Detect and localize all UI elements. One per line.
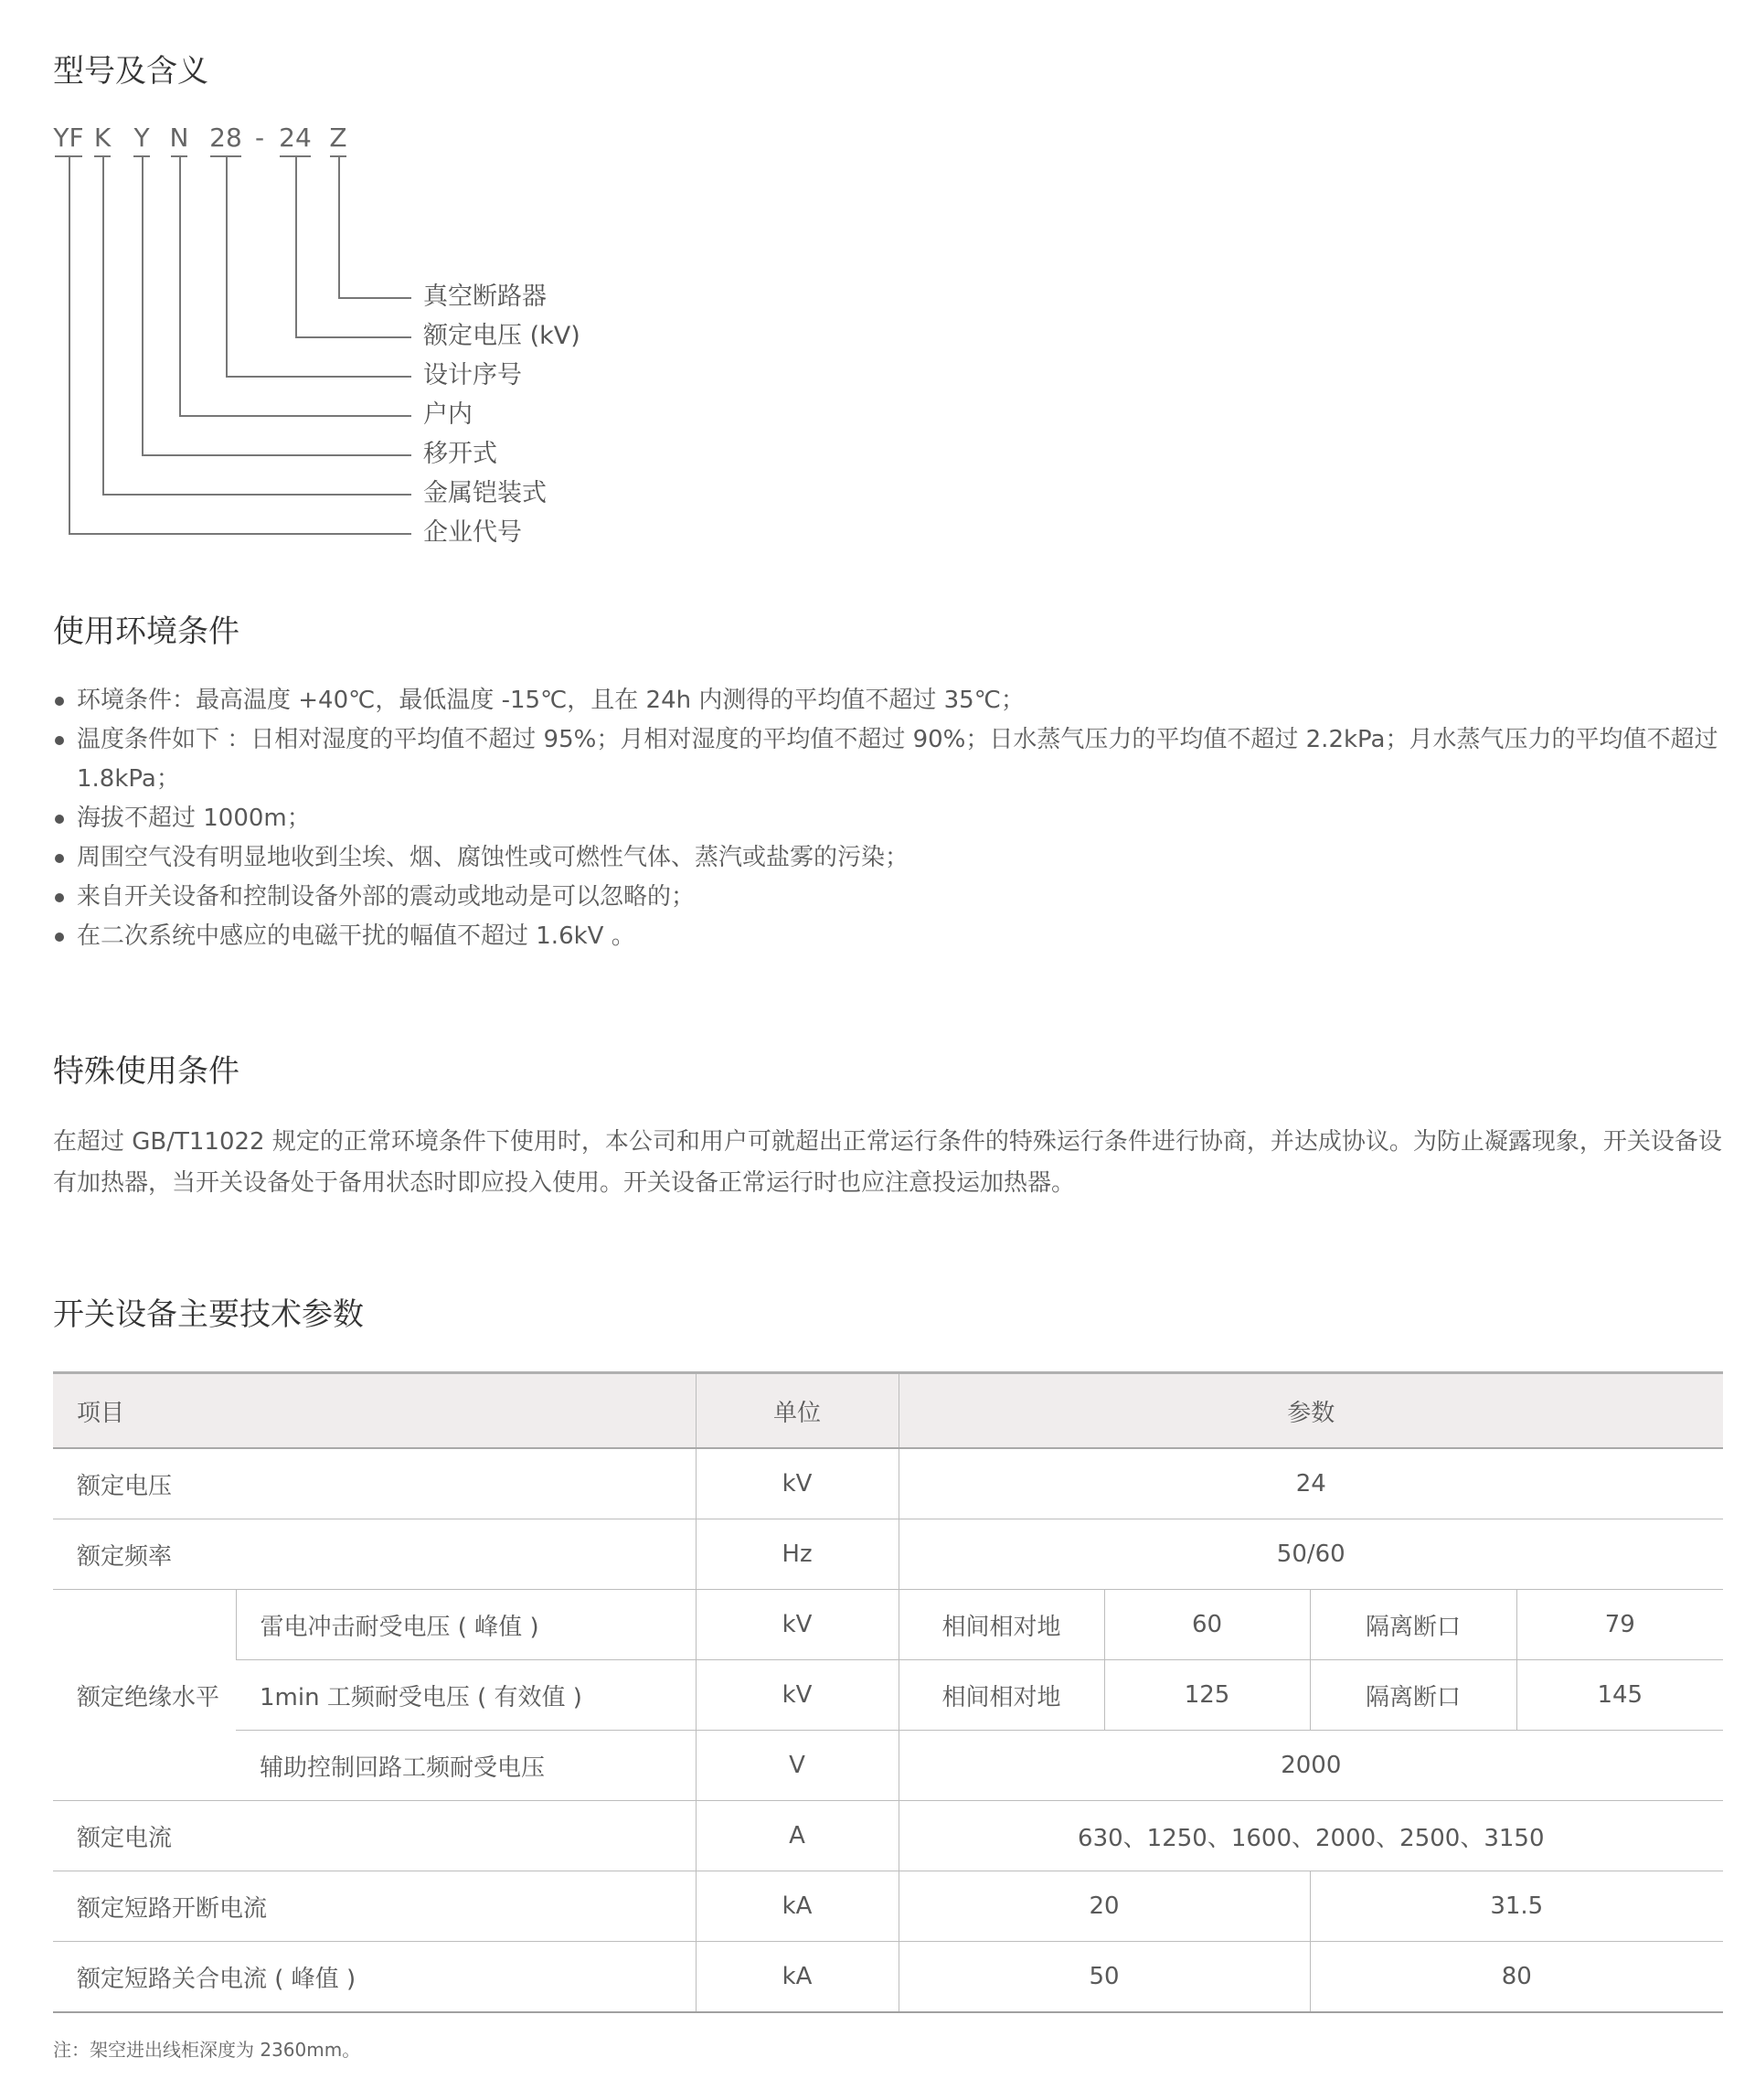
row-value: 80 (1310, 1942, 1723, 2013)
bracket-line (69, 155, 70, 533)
row-value: 60 (1104, 1590, 1310, 1660)
row-label: 额定电压 (53, 1448, 696, 1519)
list-item: 周围空气没有明显地收到尘埃、烟、腐蚀性或可燃性气体、蒸汽或盐雾的污染； (53, 838, 1726, 878)
table-row (53, 1942, 1723, 2013)
row-value: 31.5 (1310, 1871, 1723, 1942)
row-value: 50/60 (899, 1519, 1723, 1590)
row-value: 50 (899, 1942, 1310, 2013)
footnote: 注：架空进出线柜深度为 2360mm。 (53, 2039, 361, 2061)
section-title-model: 型号及含义 (53, 53, 208, 90)
row-label: 额定短路开断电流 (53, 1871, 696, 1942)
header-unit: 单位 (696, 1373, 899, 1449)
row-value: 125 (1104, 1660, 1310, 1731)
meaning-label: 金属铠装式 (423, 479, 547, 507)
row-group-label: 额定绝缘水平 (53, 1590, 236, 1801)
code-dash: - (254, 123, 265, 153)
bracket-line (142, 454, 411, 456)
row-label: 1min 工频耐受电压 ( 有效值 ) (236, 1660, 696, 1731)
bracket-line (226, 376, 411, 378)
bracket-line (338, 297, 411, 299)
row-value: 2000 (899, 1731, 1723, 1801)
table-row (53, 1590, 1723, 1660)
list-item: 环境条件：最高温度 +40℃，最低温度 -15℃，且在 24h 内测得的平均值不超过 35℃； (53, 681, 1726, 720)
section-title-special: 特殊使用条件 (53, 1053, 239, 1090)
list-item: 海拔不超过 1000m； (53, 799, 1726, 838)
code-24: 24 (279, 123, 312, 153)
row-label: 额定电流 (53, 1801, 696, 1871)
row-unit: Hz (696, 1519, 899, 1590)
row-value: 630、1250、1600、2000、2500、3150 (899, 1801, 1723, 1871)
env-conditions-list (53, 681, 1726, 956)
code-k: K (93, 123, 112, 153)
code-28: 28 (209, 123, 242, 153)
bracket-line (102, 155, 104, 494)
row-label: 额定频率 (53, 1519, 696, 1590)
row-unit: kV (696, 1590, 899, 1660)
row-label: 额定短路关合电流 ( 峰值 ) (53, 1942, 696, 2013)
row-sublabel: 隔离断口 (1310, 1660, 1516, 1731)
bracket-line (102, 494, 411, 496)
section-title-params: 开关设备主要技术参数 (53, 1296, 364, 1333)
bracket-line (179, 415, 411, 417)
meaning-label: 移开式 (423, 440, 497, 468)
row-sublabel: 相间相对地 (899, 1660, 1104, 1731)
row-sublabel: 隔离断口 (1310, 1590, 1516, 1660)
params-table (53, 1371, 1723, 2013)
table-header-row (53, 1373, 1723, 1449)
row-value: 20 (899, 1871, 1310, 1942)
table-row (53, 1801, 1723, 1871)
table-row (53, 1519, 1723, 1590)
bracket-line (69, 533, 411, 535)
special-conditions-text: 在超过 GB/T11022 规定的正常环境条件下使用时，本公司和用户可就超出正常运行条件的特殊运行条件进行协商，并达成协议。为防止凝露现象，开关设备设有加热器，当开关设备处于备用状态时即应投入使用。开关设备正常运行时也应注意投运加热器。 (53, 1128, 1722, 1197)
code-z: Z (329, 123, 347, 153)
row-value: 24 (899, 1448, 1723, 1519)
row-unit: V (696, 1731, 899, 1801)
table-row (53, 1660, 1723, 1731)
section-title-env: 使用环境条件 (53, 613, 239, 650)
bracket-line (295, 155, 297, 336)
meaning-label: 真空断路器 (423, 282, 547, 311)
bracket-line (295, 336, 411, 338)
meaning-label: 设计序号 (423, 361, 522, 389)
row-unit: A (696, 1801, 899, 1871)
header-param: 参数 (899, 1373, 1723, 1449)
list-item: 来自开关设备和控制设备外部的震动或地动是可以忽略的； (53, 878, 1726, 917)
row-unit: kV (696, 1448, 899, 1519)
bracket-line (179, 155, 181, 415)
bracket-line (142, 155, 144, 454)
table-row (53, 1871, 1723, 1942)
code-yf: YF (53, 123, 84, 153)
row-sublabel: 相间相对地 (899, 1590, 1104, 1660)
row-label: 辅助控制回路工频耐受电压 (236, 1731, 696, 1801)
row-label: 雷电冲击耐受电压 ( 峰值 ) (236, 1590, 696, 1660)
meaning-label: 企业代号 (423, 518, 522, 547)
bracket-line (338, 155, 340, 297)
table-row (53, 1448, 1723, 1519)
bracket-line (226, 155, 228, 376)
table-row (53, 1731, 1723, 1801)
row-value: 79 (1516, 1590, 1723, 1660)
row-unit: kA (696, 1871, 899, 1942)
code-y: Y (133, 123, 150, 153)
row-value: 145 (1516, 1660, 1723, 1731)
header-item: 项目 (53, 1373, 696, 1449)
list-item: 温度条件如下 ：日相对湿度的平均值不超过 95%；月相对湿度的平均值不超过 90%；日水蒸气压力的平均值不超过 2.2kPa；月水蒸气压力的平均值不超过 1.8kPa； (53, 720, 1726, 799)
row-unit: kV (696, 1660, 899, 1731)
row-unit: kA (696, 1942, 899, 2013)
code-n: N (169, 123, 189, 153)
meaning-label: 额定电压 (kV) (423, 322, 580, 350)
meaning-label: 户内 (423, 400, 473, 429)
list-item: 在二次系统中感应的电磁干扰的幅值不超过 1.6kV 。 (53, 917, 1726, 956)
